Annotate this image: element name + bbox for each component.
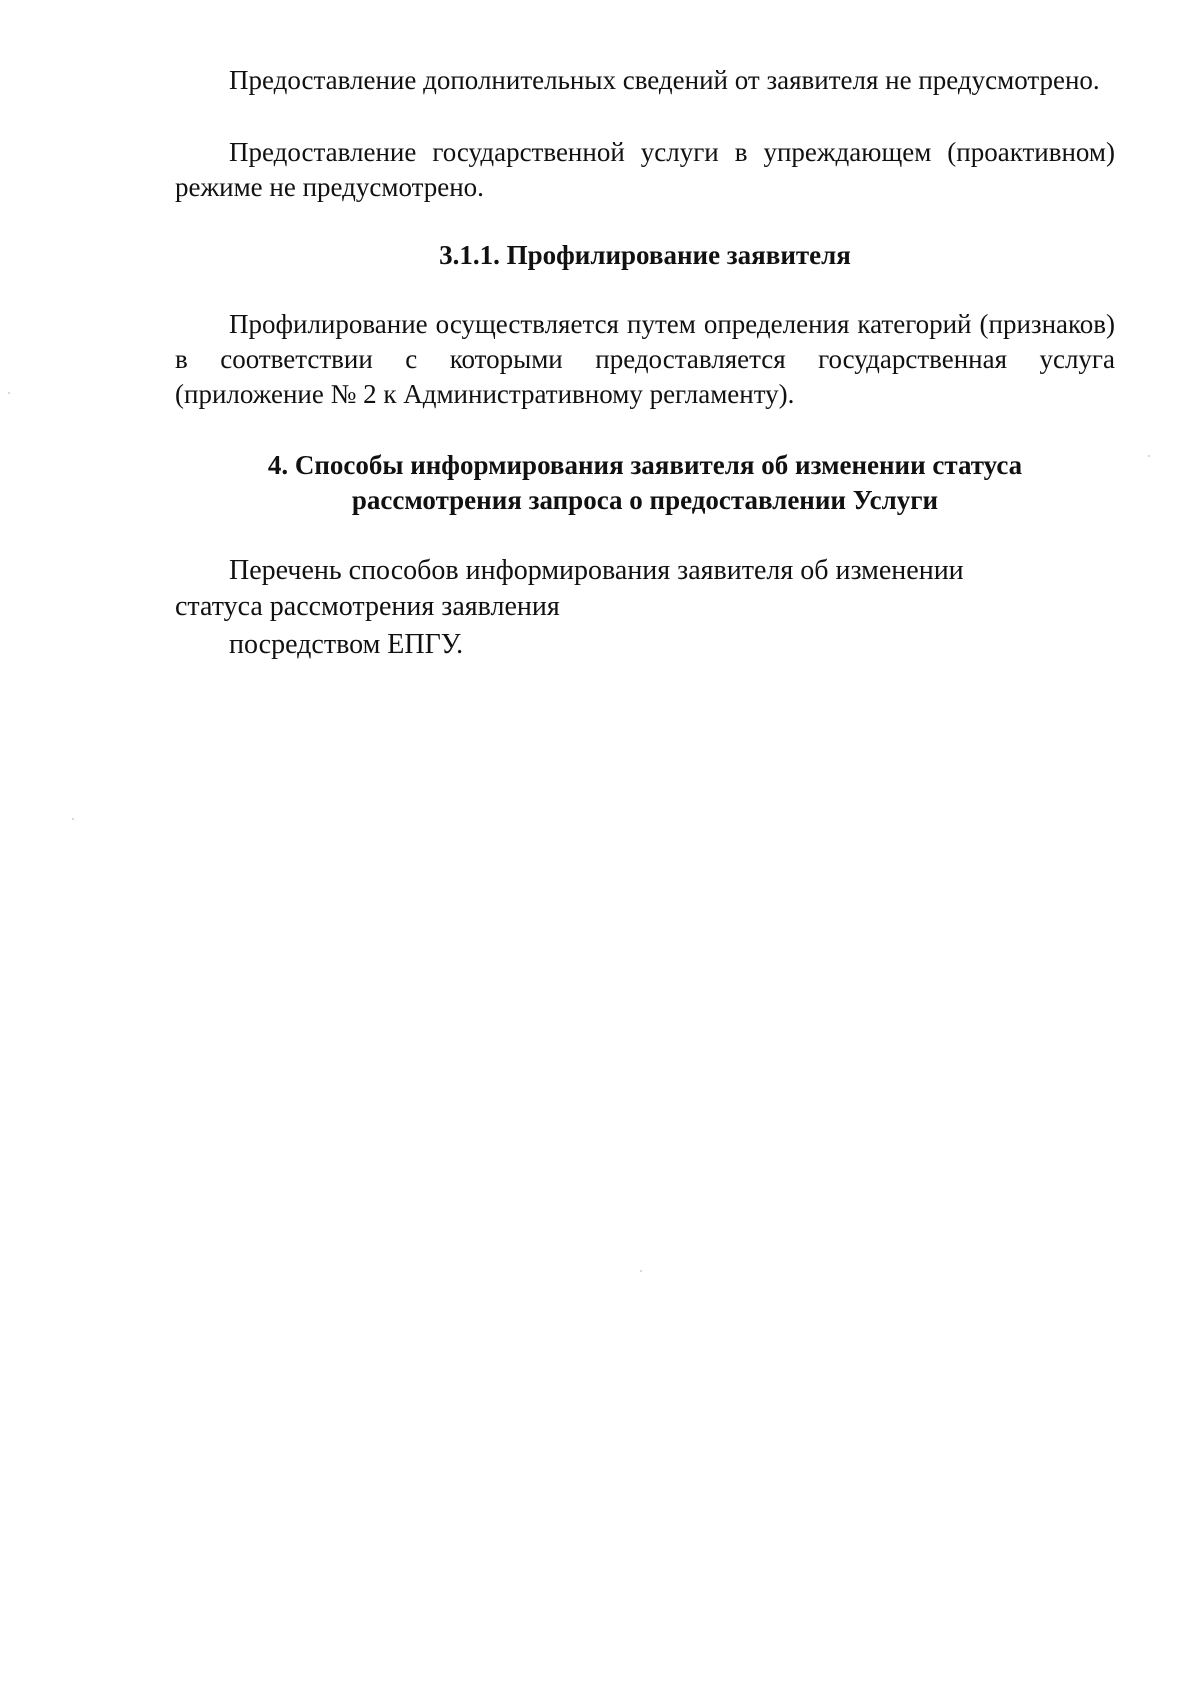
informing-methods-intro — [175, 553, 1115, 625]
scan-speck — [72, 818, 74, 820]
section-heading-informing-line-2: рассмотрения запроса о предоставлении Услуги — [351, 485, 939, 515]
scan-speck — [640, 1270, 642, 1272]
paragraph-additional-info: Предоставление дополнительных сведений от заявителя не предусмотрено. — [229, 65, 1100, 95]
informing-methods-intro-line-2: статуса рассмотрения заявления — [175, 591, 560, 622]
informing-method-epgu: посредством ЕПГУ. — [229, 629, 464, 660]
section-heading-profiling: 3.1.1. Профилирование заявителя — [439, 240, 851, 270]
section-heading-informing — [175, 448, 1115, 518]
paragraph-proactive-mode: Предоставление государственной услуги в упреждающем (проактивном) режиме не предусмотрено. — [175, 137, 1115, 202]
informing-methods-intro-line-1: Перечень способов информирования заявителя об изменении — [229, 555, 964, 586]
section-heading-informing-line-1: 4. Способы информирования заявителя об изменении статуса — [267, 450, 1023, 480]
scan-speck — [8, 392, 10, 394]
scan-speck — [1148, 455, 1150, 457]
paragraph-profiling: Профилирование осуществляется путем определения категорий (признаков) в соответствии с которыми предоставляется государственная услуга (приложение № 2 к Административному регламенту). — [175, 309, 1115, 409]
